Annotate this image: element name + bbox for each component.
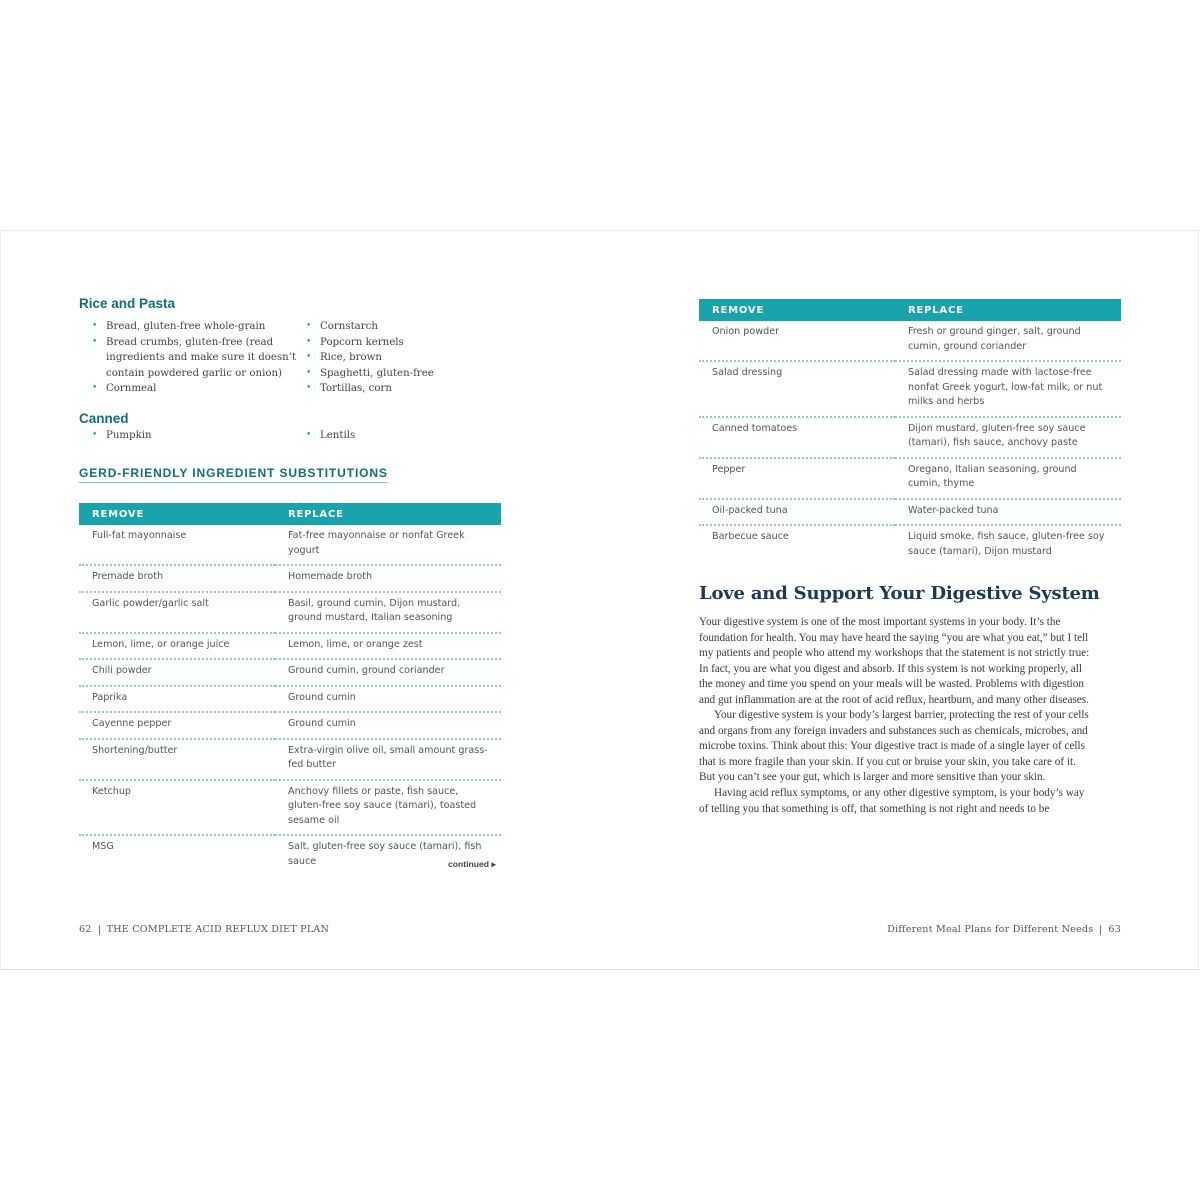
table-row (79, 739, 501, 780)
right-folio (887, 924, 1121, 935)
replace-cell: Extra-virgin olive oil, small amount grass-fed butter (275, 739, 501, 780)
canned-heading: Canned (79, 411, 129, 426)
remove-cell: Shortening/butter (79, 739, 275, 780)
rice-pasta-list-col1 (92, 319, 297, 397)
remove-cell: Barbecue sauce (712, 531, 789, 542)
bullet-icon: • (92, 430, 98, 440)
table-row (79, 835, 501, 875)
replace-header: REPLACE (275, 503, 501, 525)
folio-separator (99, 925, 100, 935)
page-number-right: 63 (1108, 924, 1121, 935)
section-heading: Love and Support Your Digestive System (699, 583, 1100, 604)
replace-cell: Dijon mustard, gluten-free soy sauce (tamari), fish sauce, anchovy paste (895, 417, 1121, 458)
replace-cell: Anchovy fillets or paste, fish sauce, gluten-free soy sauce (tamari), toasted sesame oil (275, 780, 501, 836)
paragraph-3: Having acid reflux symptoms, or any other digestive symptom, is your body’s way of telling you that something is off, that something is not right and needs to be (699, 787, 1085, 815)
table-row (79, 633, 501, 660)
table-row (699, 361, 1121, 417)
remove-cell: Onion powder (699, 321, 895, 361)
list-item-text: Cornstarch (320, 321, 378, 332)
remove-cell: Cayenne pepper (79, 712, 275, 739)
rice-pasta-heading: Rice and Pasta (79, 296, 176, 311)
replace-cell: Basil, ground cumin, Dijon mustard, ground mustard, Italian seasoning (275, 592, 501, 633)
bullet-icon: • (306, 383, 312, 394)
left-folio (79, 924, 329, 935)
table-row (79, 712, 501, 739)
canned-list-col2 (306, 428, 506, 444)
replace-cell: Fat-free mayonnaise or nonfat Greek yogurt (275, 525, 501, 565)
list-item-text: Bread crumbs, gluten-free (read ingredients and make sure it doesn’t contain powdered garlic or onion) (106, 336, 297, 379)
list-item-text: Spaghetti, gluten-free (320, 367, 434, 379)
list-item-text: Pumpkin (106, 430, 152, 441)
table-row (699, 321, 1121, 361)
table-row (79, 525, 501, 565)
list-item (306, 335, 506, 351)
remove-cell: Salad dressing (699, 361, 895, 417)
table-row (79, 565, 501, 592)
paragraph-2: Your digestive system is your body’s largest barrier, protecting the rest of your cells and organs from any foreign invaders and substances such as chemicals, microbes, and microbe toxins. Think about this: Your digestive tract is made of a single layer of cells that is more fragile than your skin. If you cut or bruise your skin, you take care of it. But you can’t see your gut, which is larger and more sensitive than your skin. (699, 709, 1089, 784)
substitutions-table-right (699, 299, 1121, 565)
table-row (699, 525, 1121, 565)
remove-cell: Garlic powder/garlic salt (79, 592, 275, 633)
replace-cell: Ground cumin (275, 712, 501, 739)
remove-cell: Oil-packed tuna (699, 499, 895, 526)
running-title-right: Different Meal Plans for Different Needs (887, 924, 1094, 935)
table-row (79, 592, 501, 633)
table-row (699, 458, 1121, 499)
list-item-text: Lentils (320, 430, 356, 441)
remove-cell: Paprika (79, 686, 275, 713)
remove-cell: Chili powder (79, 659, 275, 686)
list-item (306, 350, 506, 366)
table-row (79, 659, 501, 686)
replace-cell: Ground cumin (275, 686, 501, 713)
replace-cell: Lemon, lime, or orange zest (275, 633, 501, 660)
table-row (699, 499, 1121, 526)
list-item-text: Cornmeal (106, 383, 157, 395)
replace-cell: Oregano, Italian seasoning, ground cumin, thyme (895, 458, 1121, 499)
bullet-icon: • (92, 383, 98, 394)
rice-pasta-list-col2 (306, 319, 506, 397)
remove-header: REMOVE (79, 503, 275, 525)
bullet-icon: • (306, 367, 312, 378)
continued-marker: continued ▸ (448, 859, 496, 869)
replace-cell: Fresh or ground ginger, salt, ground cumin, ground coriander (895, 321, 1121, 361)
list-item (306, 428, 506, 444)
replace-cell: Salt, gluten-free soy sauce (tamari), fish sauce (288, 841, 482, 867)
page-edge (0, 231, 1, 969)
substitutions-table-left (79, 503, 501, 875)
replace-header: REPLACE (895, 299, 1121, 321)
remove-cell: Premade broth (79, 565, 275, 592)
replace-cell: Liquid smoke, fish sauce, gluten-free soy sauce (tamari), Dijon mustard (908, 531, 1105, 557)
bullet-icon: • (306, 430, 312, 440)
replace-cell: Homemade broth (275, 565, 501, 592)
table-row (699, 417, 1121, 458)
folio-separator (1100, 925, 1101, 935)
remove-cell: Canned tomatoes (699, 417, 895, 458)
list-item-text: Popcorn kernels (320, 336, 404, 348)
bullet-icon: • (306, 352, 312, 363)
list-item (92, 428, 297, 444)
table-row (79, 780, 501, 836)
remove-cell: Ketchup (79, 780, 275, 836)
replace-cell: Salad dressing made with lactose-free nonfat Greek yogurt, low-fat milk, or nut milks and herbs (895, 361, 1121, 417)
list-item-text: Tortillas, corn (320, 383, 392, 395)
table-header-row (79, 503, 501, 525)
remove-cell: Lemon, lime, or orange juice (79, 633, 275, 660)
remove-cell: Full-fat mayonnaise (79, 525, 275, 565)
list-item (306, 319, 506, 335)
list-item-text: Rice, brown (320, 352, 382, 364)
body-text (699, 615, 1091, 817)
list-item (92, 335, 297, 382)
list-item (92, 319, 297, 335)
remove-header: REMOVE (699, 299, 895, 321)
substitutions-title: GERD-FRIENDLY INGREDIENT SUBSTITUTIONS (79, 466, 388, 483)
list-item (92, 381, 297, 397)
bullet-icon: • (306, 321, 312, 331)
page-number-left: 62 (79, 924, 92, 935)
replace-cell: Water-packed tuna (895, 499, 1121, 526)
list-item (306, 366, 506, 382)
bullet-icon: • (92, 321, 98, 331)
table-row (79, 686, 501, 713)
list-item (306, 381, 506, 397)
remove-cell: Pepper (699, 458, 895, 499)
paragraph-1: Your digestive system is one of the most important systems in your body. It’s the foundation for health. You may have heard the saying “you are what you eat,” but I tell my patients and people who attend my workshops that the statement is not strictly true: In fact, you are what you digest and absorb. If this system is not working properly, all the money and time you spend on your meals will be wasted. Problems with digestion and gut inflammation are at the root of acid reflux, heartburn, and many other diseases. (699, 616, 1090, 706)
list-item-text: Bread, gluten-free whole-grain (106, 321, 266, 332)
table-header-row (699, 299, 1121, 321)
replace-cell: Ground cumin, ground coriander (275, 659, 501, 686)
bullet-icon: • (92, 336, 98, 347)
remove-cell: MSG (92, 841, 114, 852)
canned-list-col1 (92, 428, 297, 444)
bullet-icon: • (306, 336, 312, 347)
running-title-left: THE COMPLETE ACID REFLUX DIET PLAN (106, 924, 330, 935)
